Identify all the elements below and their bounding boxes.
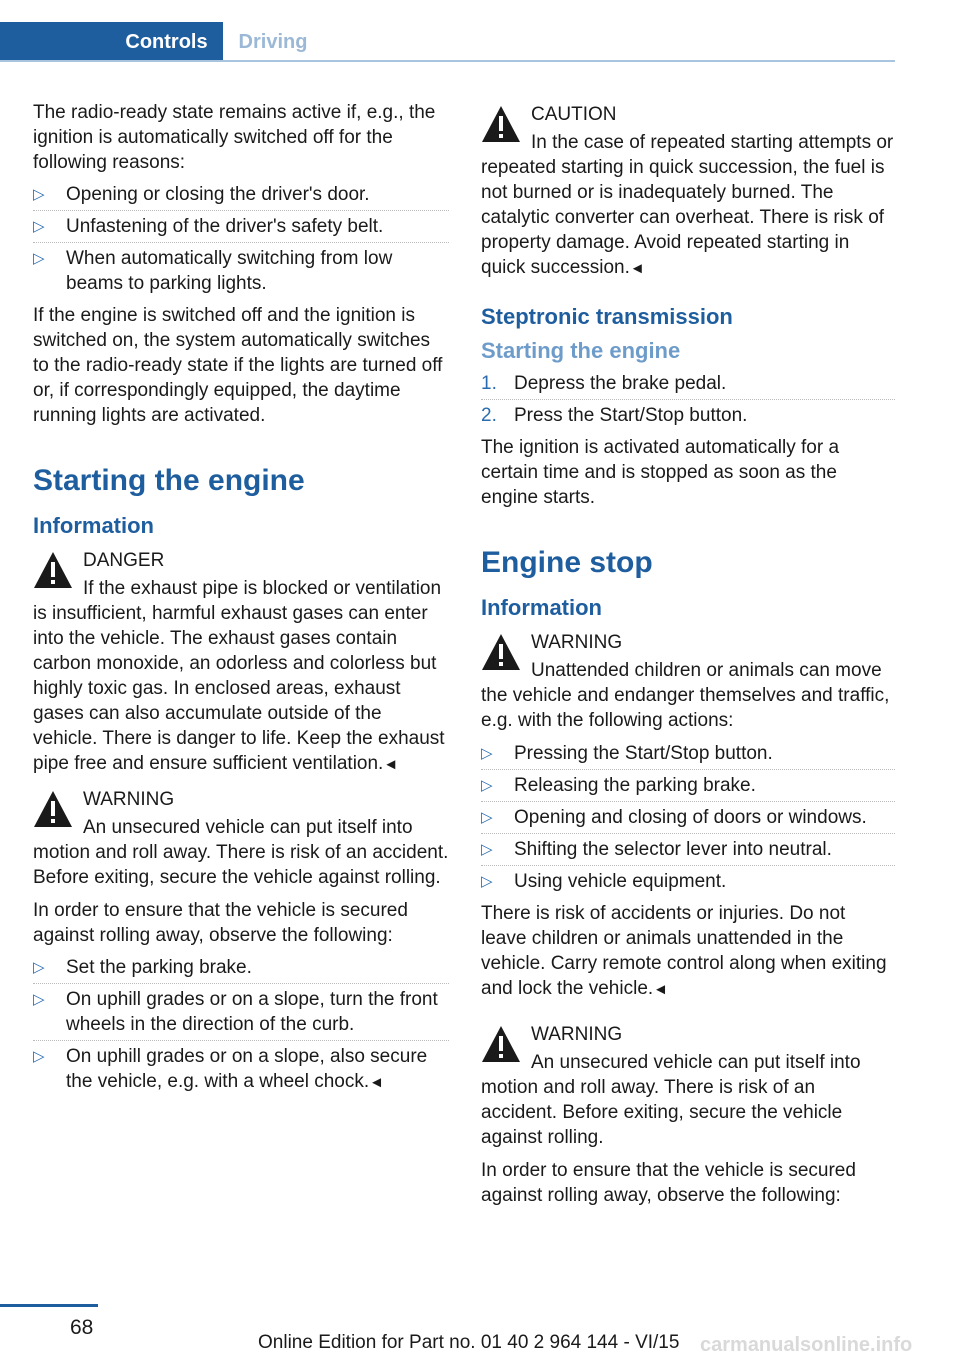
risk-paragraph: There is risk of accidents or injuries. Do not leave children or animals unattended in the vehicle. Carry remote control along when exiting and lock the vehicle.◄ — [481, 903, 887, 999]
bullet-icon: ▷ — [481, 873, 493, 890]
subsection-title-steptronic: Steptronic transmission — [481, 304, 733, 329]
warning-label: WARNING — [531, 632, 623, 653]
end-mark-icon: ◄ — [653, 981, 669, 998]
bullet-icon: ▷ — [33, 250, 45, 267]
radio-ready-paragraph: If the engine is switched off and the ignition is switched on, the system automatically switches to the radio-ready state if the lights are turned off or, if correspondingly equipped, the daytime running lights are activated. — [33, 305, 443, 426]
actions-list — [481, 741, 895, 894]
bullet-icon: ▷ — [33, 186, 45, 203]
footer-divider — [0, 1304, 98, 1307]
step-number: 1. — [481, 373, 497, 394]
ignition-paragraph: The ignition is activated automatically for a certain time and is stopped as soon as the engine starts. — [481, 437, 840, 508]
header — [0, 22, 895, 62]
list-item: ▷ On uphill grades or on a slope, also secure the vehicle, e.g. with a wheel chock.◄ — [33, 1046, 428, 1092]
radio-ready-reasons-list — [33, 182, 449, 296]
danger-label: DANGER — [83, 550, 165, 571]
warning-text: Unattended children or animals can move the vehicle and endanger themselves and traffic, e.g. with the following actions: — [481, 660, 890, 731]
list-item: ▷ Using vehicle equipment. — [481, 871, 727, 892]
list-item: ▷ Opening or closing the driver's door. — [33, 182, 449, 207]
warning-label: WARNING — [531, 1024, 623, 1045]
bullet-icon: ▷ — [33, 959, 45, 976]
warning-notice — [481, 628, 895, 733]
end-mark-icon: ◄ — [629, 260, 645, 277]
radio-ready-intro: The radio-ready state remains active if, e.g., the ignition is automatically switched off for the following reasons: — [33, 102, 436, 173]
caution-label: CAUTION — [531, 104, 617, 125]
bullet-icon: ▷ — [33, 991, 45, 1008]
section-title-engine-stop: Engine stop — [481, 546, 653, 579]
list-item: ▷ Shifting the selector lever into neutral. — [481, 837, 895, 862]
secure-intro: In order to ensure that the vehicle is secured against rolling away, observe the following: — [33, 900, 408, 946]
warning-triangle-icon — [481, 632, 521, 672]
secure-list — [33, 955, 449, 1095]
subsection-title-information: Information — [481, 595, 602, 620]
warning-notice — [481, 1020, 895, 1150]
edition-text: Online Edition for Part no. 01 40 2 964 144 - VI/15 — [258, 1332, 680, 1353]
warning-text: An unsecured vehicle can put itself into motion and roll away. There is risk of an accident. Before exiting, secure the vehicle against rolling. — [481, 1052, 861, 1148]
bullet-icon: ▷ — [481, 841, 493, 858]
warning-triangle-icon — [481, 1024, 521, 1064]
bullet-icon: ▷ — [33, 218, 45, 235]
header-divider — [0, 60, 895, 62]
subsection-title-information: Information — [33, 513, 154, 538]
warning-label: WARNING — [83, 789, 175, 810]
secure-intro: In order to ensure that the vehicle is secured against rolling away, observe the following: — [481, 1160, 856, 1206]
bullet-icon: ▷ — [481, 809, 493, 826]
list-item: ▷ When automatically switching from low beams to parking lights. — [33, 248, 393, 294]
list-item: ▷ Pressing the Start/Stop button. — [481, 741, 895, 766]
bullet-icon: ▷ — [33, 1048, 45, 1065]
subsubsection-title-starting: Starting the engine — [481, 338, 681, 363]
left-column — [33, 100, 449, 1102]
danger-notice — [33, 546, 449, 777]
list-item: ▷ Set the parking brake. — [33, 955, 449, 980]
warning-triangle-icon — [33, 789, 73, 829]
list-item: 2. Press the Start/Stop button. — [481, 405, 748, 426]
warning-text: An unsecured vehicle can put itself into motion and roll away. There is risk of an accident. Before exiting, secure the vehicle against rolling. — [33, 817, 449, 888]
start-steps-list — [481, 371, 895, 428]
warning-notice — [33, 785, 449, 890]
caution-notice — [481, 100, 895, 281]
bullet-icon: ▷ — [481, 777, 493, 794]
list-item: ▷ Releasing the parking brake. — [481, 773, 895, 798]
tab-driving[interactable]: Driving — [238, 30, 308, 53]
right-column — [481, 100, 895, 1215]
danger-text: If the exhaust pipe is blocked or ventilation is insufficient, harmful exhaust gases can enter into the vehicle. The exhaust gases contain carbon monoxide, an odorless and colorless but highly toxic gas. In enclosed areas, exhaust gases can also accumulate outside of the vehicle. There is danger to life. Keep the exhaust pipe free and ensure sufficient ventilation. — [33, 578, 445, 774]
warning-triangle-icon — [33, 550, 73, 590]
caution-text: In the case of repeated starting attempts or repeated starting in quick succession, the fuel is not burned or is inadequately burned. The catalytic converter can overheat. There is risk of property damage. Avoid repeated starting in quick succession. — [481, 132, 894, 278]
section-title-starting-engine: Starting the engine — [33, 464, 305, 497]
watermark: carmanualsonline.info — [700, 1334, 913, 1356]
step-number: 2. — [481, 405, 497, 426]
end-mark-icon: ◄ — [383, 756, 399, 773]
tab-controls[interactable]: Controls — [0, 22, 223, 62]
bullet-icon: ▷ — [481, 745, 493, 762]
list-item: ▷ Opening and closing of doors or windows. — [481, 805, 895, 830]
list-item: ▷ Unfastening of the driver's safety belt. — [33, 214, 449, 239]
end-mark-icon: ◄ — [369, 1074, 384, 1091]
list-item: 1. Depress the brake pedal. — [481, 371, 895, 396]
page-number: 68 — [70, 1316, 94, 1339]
warning-triangle-icon — [481, 104, 521, 144]
list-item: ▷ On uphill grades or on a slope, turn the front wheels in the direction of the curb. — [33, 987, 449, 1037]
